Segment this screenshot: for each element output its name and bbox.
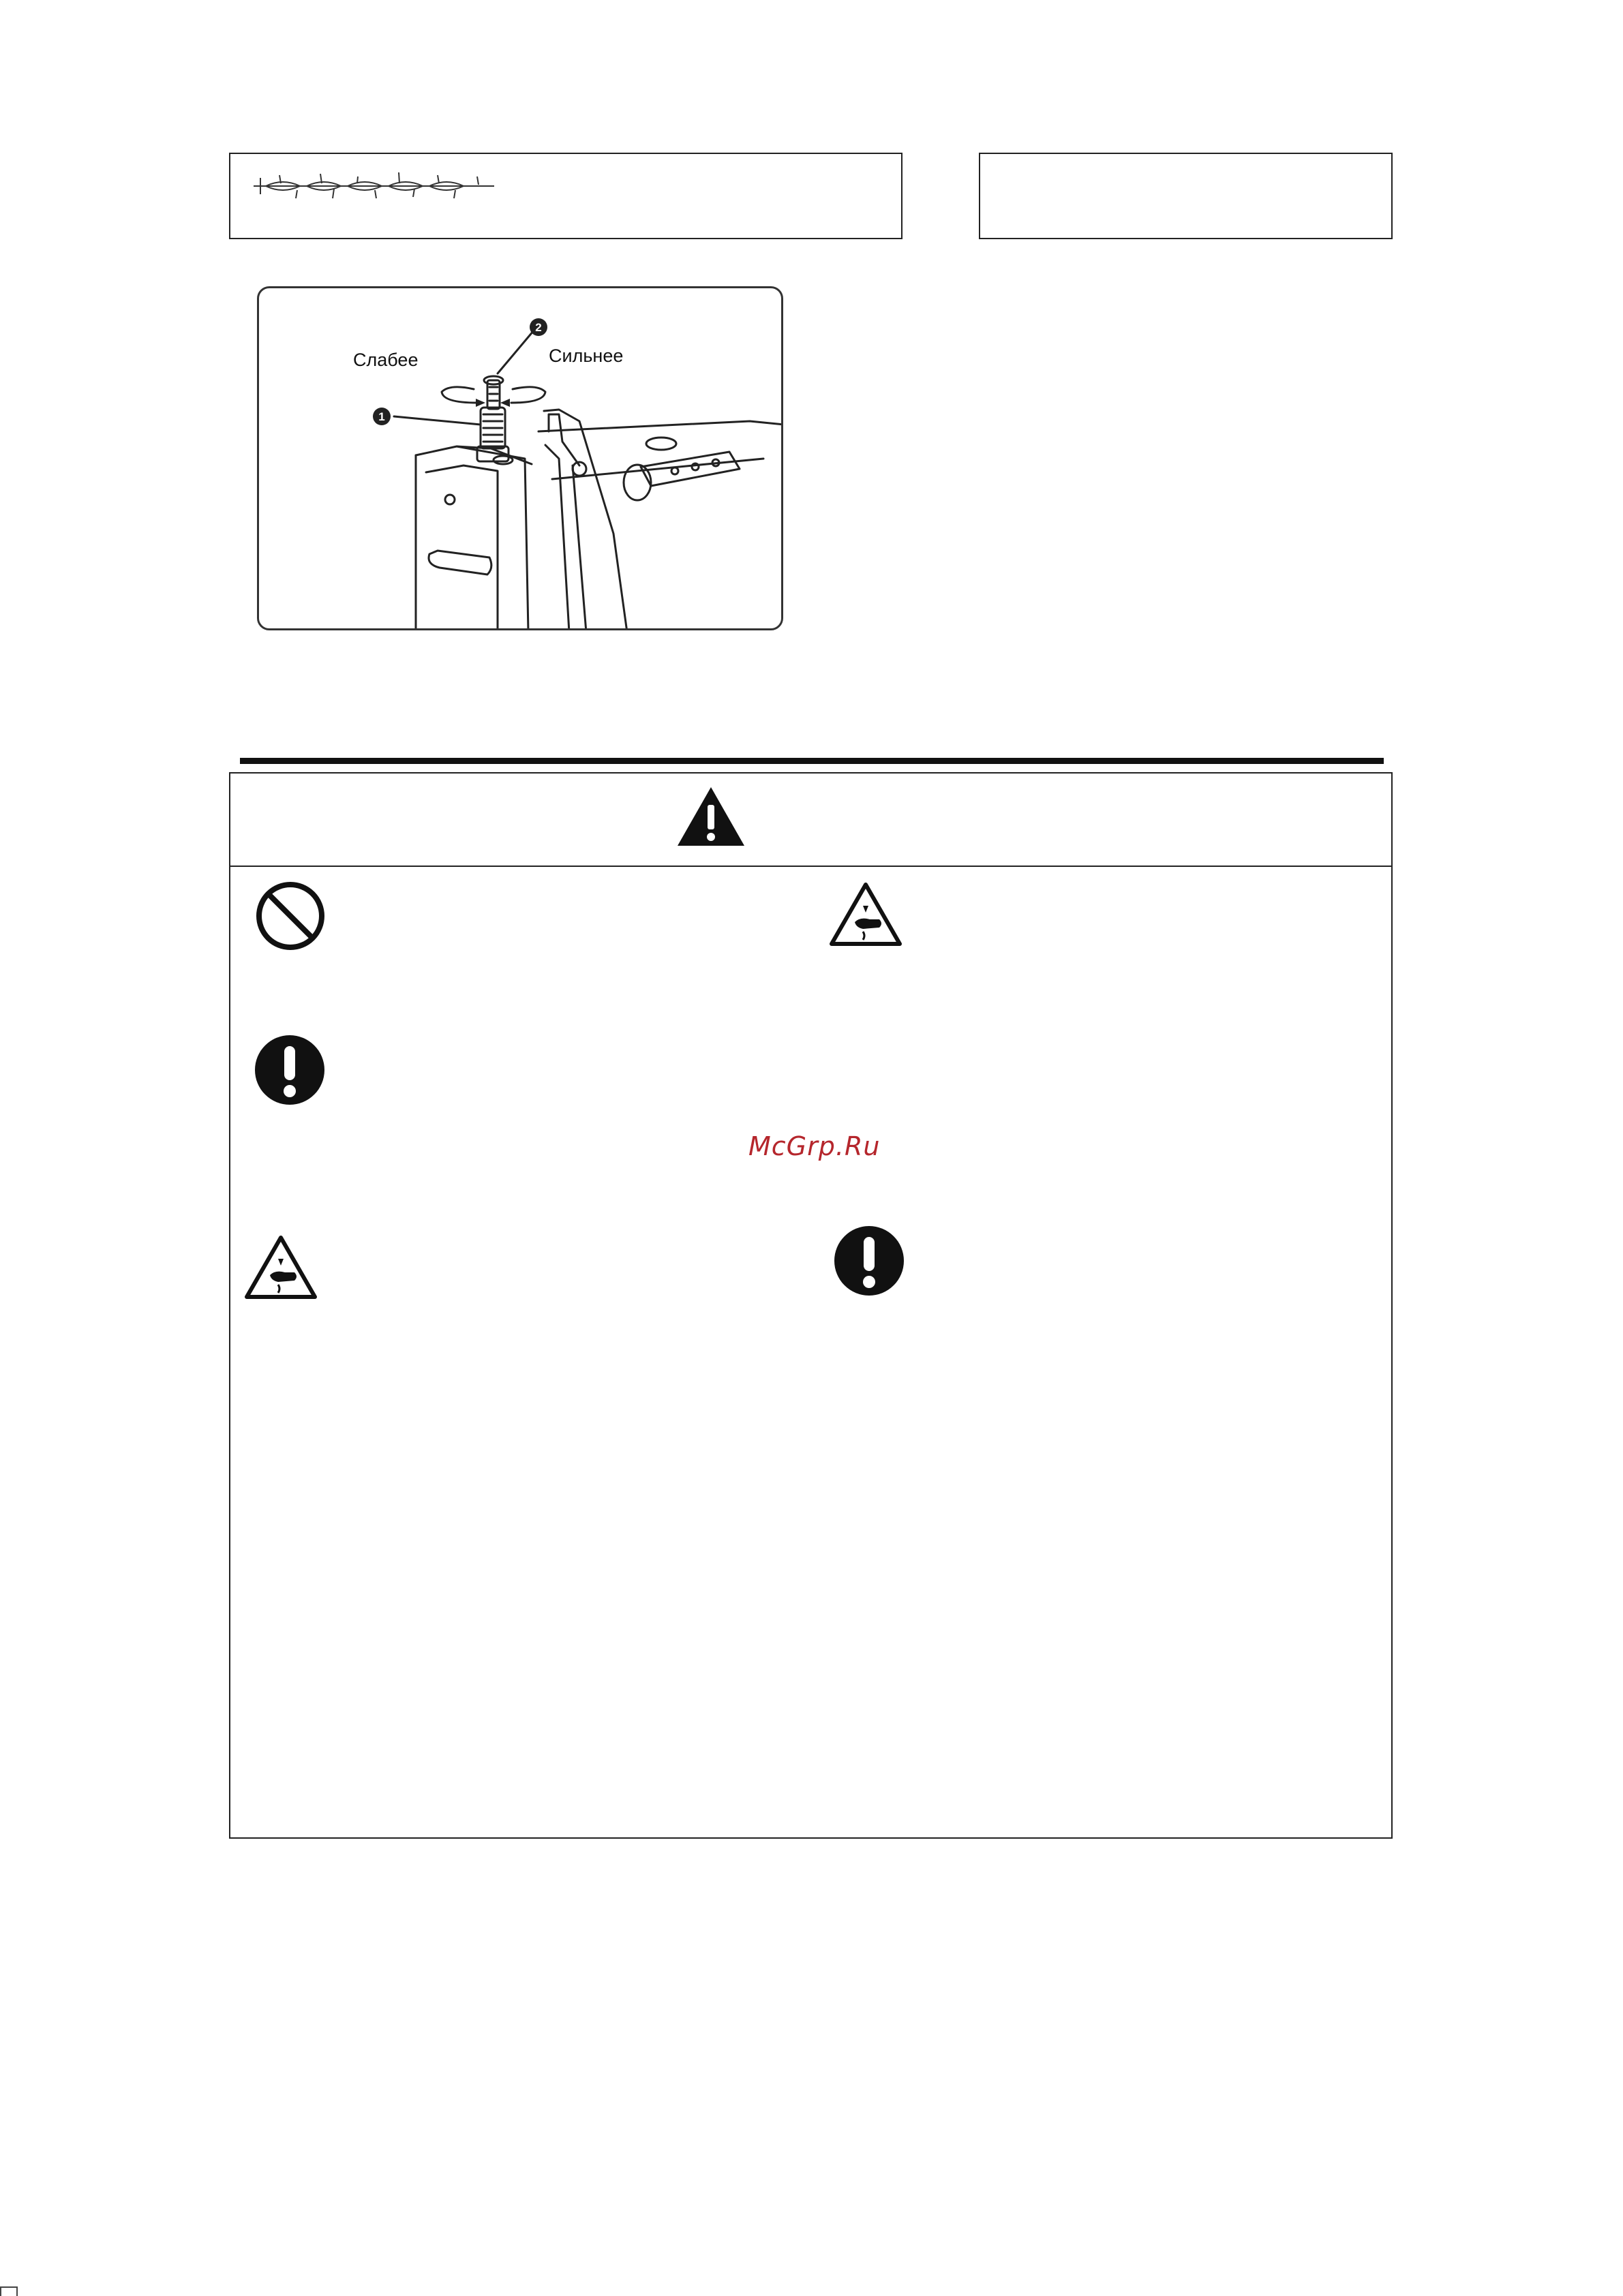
warning-panel-header bbox=[230, 774, 1391, 867]
warning-triangle-icon bbox=[675, 784, 747, 848]
prohibited-icon bbox=[255, 881, 326, 951]
exclamation-circle-icon bbox=[833, 1225, 905, 1297]
watermark-text: McGrp.Ru bbox=[748, 1131, 881, 1161]
machine-head-drawing bbox=[259, 288, 783, 630]
corner-mark bbox=[0, 2286, 18, 2296]
header-box-right bbox=[979, 153, 1393, 239]
label-stronger: Сильнее bbox=[549, 346, 624, 366]
hand-injury-warning-icon bbox=[244, 1234, 318, 1300]
section-divider bbox=[240, 758, 1384, 764]
label-weaker: Слабее bbox=[353, 350, 419, 370]
callout-2: 2 bbox=[535, 321, 542, 334]
callout-1: 1 bbox=[378, 410, 385, 423]
hand-injury-warning-icon bbox=[829, 881, 902, 947]
tension-adjustment-illustration bbox=[257, 286, 783, 630]
stitch-pattern-image bbox=[252, 171, 498, 202]
exclamation-circle-icon bbox=[254, 1034, 326, 1106]
warning-panel bbox=[229, 772, 1393, 1839]
header-box-left bbox=[229, 153, 902, 239]
